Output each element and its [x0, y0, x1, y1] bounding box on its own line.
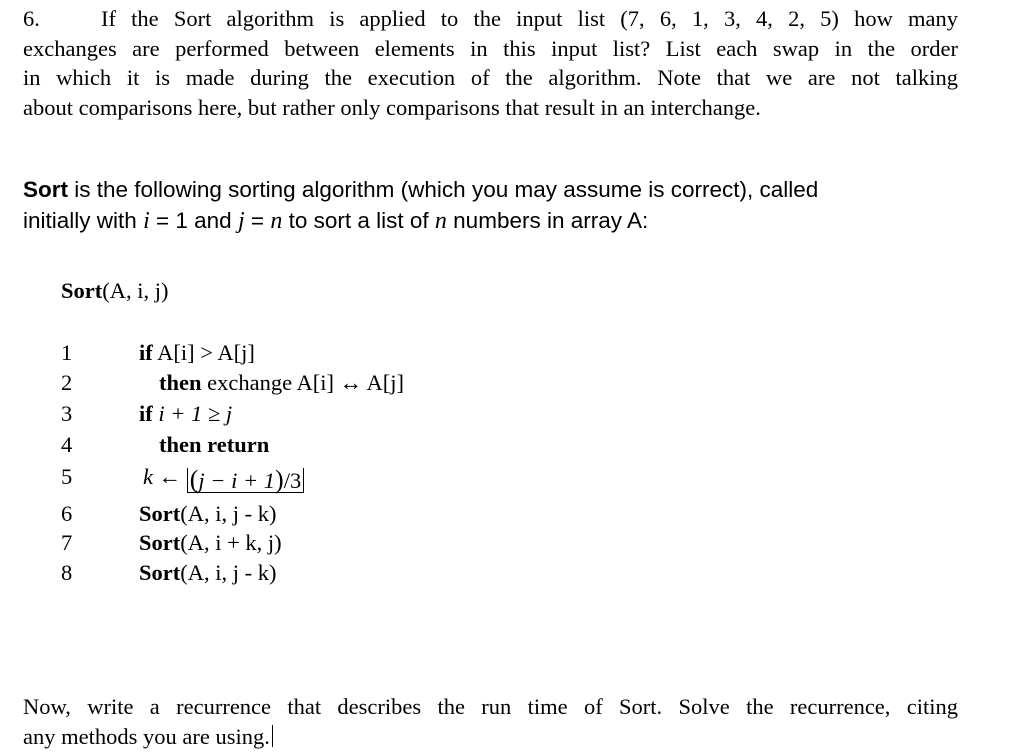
keyword-then: then — [159, 370, 202, 395]
question-paragraph — [23, 4, 958, 122]
code-line-text — [139, 530, 282, 556]
algorithm-description — [23, 174, 983, 237]
code-line-5 — [61, 464, 561, 494]
code-line-text — [159, 370, 404, 396]
line-number: 3 — [61, 401, 73, 426]
code-line-text — [139, 340, 255, 366]
keyword-then-return: then return — [159, 432, 270, 457]
text-cursor[interactable] — [272, 725, 273, 747]
question-line-3: in which it is made during the execution of the algorithm. Note that we are not talking — [23, 65, 958, 90]
code-line-4 — [61, 432, 561, 462]
description-line-2 — [23, 205, 983, 237]
floor-expr: j − i + 1 — [198, 468, 276, 493]
code-line-text — [139, 501, 276, 527]
question-line-1 — [23, 4, 958, 34]
description-text-b: to sort a list of — [288, 208, 429, 233]
line-number: 4 — [61, 432, 73, 457]
line-number: 8 — [61, 560, 73, 585]
question-line-1-text: If the Sort algorithm is applied to the input list (7, 6, 1, 3, 4, 2, 5) how many — [101, 6, 958, 31]
line-number: 5 — [61, 464, 73, 489]
code-expr: exchange A[i] ↔ A[j] — [207, 370, 404, 395]
code-expr: i + 1 ≥ j — [158, 401, 233, 426]
code-line-text — [139, 401, 232, 427]
code-line-text — [159, 432, 269, 458]
var-j: j — [237, 208, 245, 234]
keyword-if: if — [139, 340, 153, 365]
description-text-c: numbers in array A: — [453, 208, 649, 233]
description-eq2: = — [250, 208, 265, 233]
assign-lhs: k ← — [143, 464, 182, 489]
var-i: i — [143, 208, 150, 234]
description-text-a: initially with — [23, 208, 137, 233]
question-line-4: about comparisons here, but rather only comparisons that result in an interchange. — [23, 94, 761, 120]
description-line-1-text: is the following sorting algorithm (which you may assume is correct), called — [74, 177, 819, 202]
floor-brackets: (j − i + 1)/3 — [187, 468, 304, 493]
description-line-1 — [23, 174, 983, 205]
code-line-3 — [61, 401, 561, 431]
procedure-params: (A, i, j) — [102, 278, 169, 303]
final-line-2 — [23, 722, 958, 752]
code-line-2 — [61, 370, 561, 400]
keyword-if: if — [139, 401, 153, 426]
code-line-1 — [61, 340, 561, 370]
line-number: 2 — [61, 370, 73, 395]
code-expr: (A, i + k, j) — [180, 530, 282, 555]
question-line-2: exchanges are performed between elements in this input list? List each swap in the order — [23, 35, 958, 61]
final-line-1: Now, write a recurrence that describes the run time of Sort. Solve the recurrence, citing — [23, 694, 958, 719]
keyword-sort: Sort — [139, 501, 181, 526]
code-line-7 — [61, 530, 561, 560]
line-number: 1 — [61, 340, 73, 365]
algorithm-name: Sort — [23, 177, 68, 202]
var-n: n — [270, 208, 283, 234]
code-line-text — [139, 560, 276, 586]
code-expr: (A, i, j - k) — [180, 560, 277, 585]
code-line-8 — [61, 560, 561, 590]
code-line-text — [143, 464, 304, 493]
floor-divisor: /3 — [283, 468, 302, 493]
code-expr: A[i] > A[j] — [157, 340, 255, 365]
question-number: 6. — [23, 6, 40, 31]
final-line-2-text: any methods you are using. — [23, 724, 270, 749]
keyword-sort: Sort — [139, 530, 181, 555]
description-eq1: = 1 and — [156, 208, 232, 233]
procedure-header — [61, 278, 169, 304]
final-paragraph — [23, 692, 958, 752]
keyword-sort: Sort — [139, 560, 181, 585]
var-n-2: n — [434, 208, 447, 234]
code-line-6 — [61, 501, 561, 531]
procedure-name: Sort — [61, 278, 103, 303]
line-number: 7 — [61, 530, 73, 555]
line-number: 6 — [61, 501, 73, 526]
code-expr: (A, i, j - k) — [180, 501, 277, 526]
